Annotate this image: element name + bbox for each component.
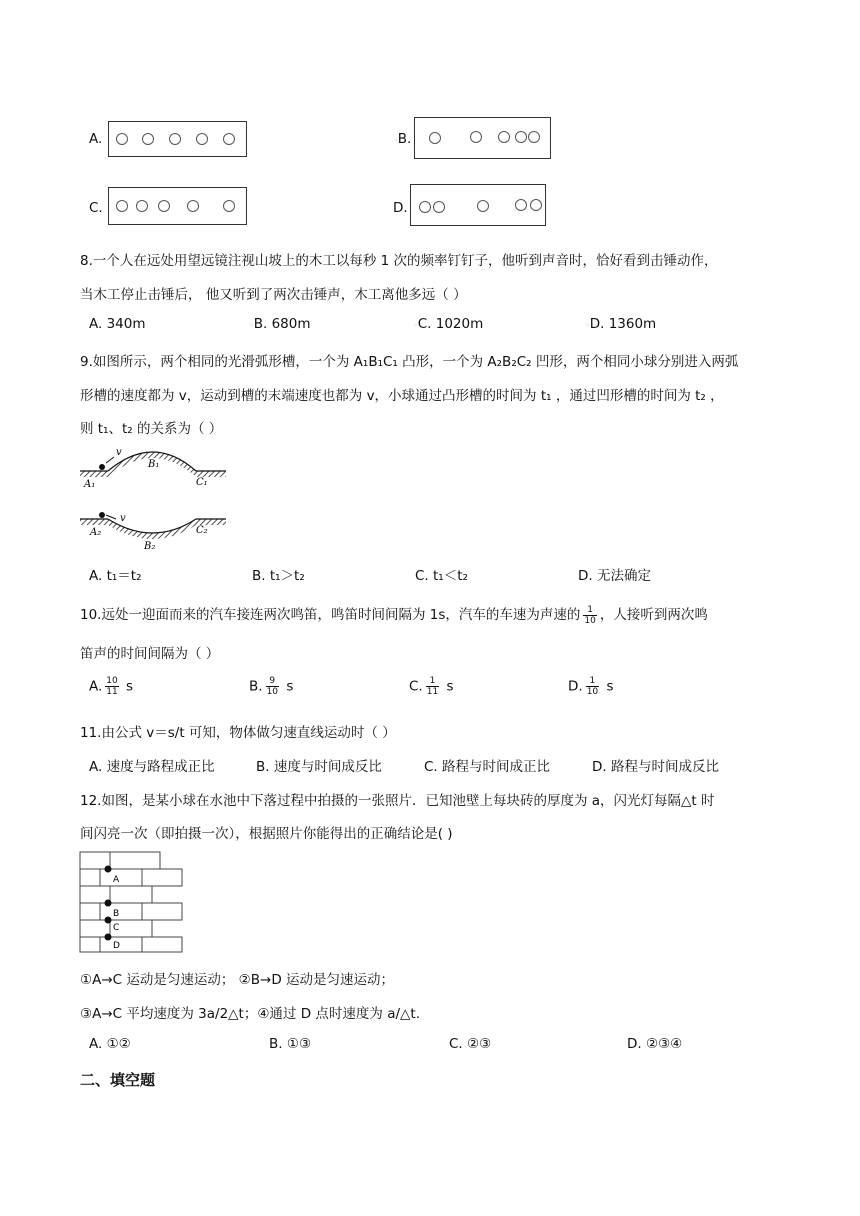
q7-option-d-label: D. xyxy=(393,200,408,216)
q9-option-d: D. 无法确定 xyxy=(578,568,651,584)
ball-icon xyxy=(99,464,105,470)
q10-option-b: B. $\frac{9}{10}$ s xyxy=(249,676,294,697)
ball xyxy=(470,131,482,143)
q7-option-b-label: ◦B. xyxy=(393,131,412,147)
ball xyxy=(223,133,235,145)
q11-text-line1: 11.由公式 v＝s/t 可知，物体做匀速直线运动时（ ） xyxy=(80,725,396,741)
q7-option-a-diagram xyxy=(108,121,247,157)
q7-option-c-diagram xyxy=(108,187,247,225)
q9-option-a: A. t₁＝t₂ xyxy=(89,568,142,584)
section-heading-fill-blank: 二、填空题 xyxy=(80,1071,156,1089)
ball-icon xyxy=(99,512,105,518)
q7-option-d-diagram xyxy=(410,184,546,226)
q7-option-a-label: A. xyxy=(89,131,103,147)
q11-option-c: C. 路程与时间成正比 xyxy=(424,759,551,775)
q12-option-d: D. ②③④ xyxy=(627,1036,683,1052)
q10-option-c: C. $\frac{1}{11}$ s xyxy=(409,676,454,697)
q11-option-a: A. 速度与路程成正比 xyxy=(89,759,215,775)
q9-arc-figure xyxy=(78,443,228,553)
ball xyxy=(116,133,128,145)
fig-label-c1: C₁ xyxy=(196,477,208,488)
fig-label-a1: A₁ xyxy=(84,479,96,490)
ball xyxy=(498,131,510,143)
fig-label-d: D xyxy=(113,941,120,951)
q8-option-d: ◦D. 1360m xyxy=(585,316,657,332)
arc-troughs-svg xyxy=(78,443,228,553)
ball xyxy=(429,132,441,144)
fig-label-v1: v xyxy=(116,447,122,458)
ball xyxy=(142,133,154,145)
q12-statement2: ③A→C 平均速度为 3a/2△t；④通过 D 点时速度为 a/△t. xyxy=(80,1006,420,1022)
brick-wall-svg xyxy=(78,850,184,954)
ball xyxy=(158,200,170,212)
ball-a xyxy=(105,866,112,873)
fig-label-b1: B₁ xyxy=(148,459,160,470)
q11-option-b: B. 速度与时间成反比 xyxy=(256,759,382,775)
ball xyxy=(136,200,148,212)
q12-text-line2: 间闪亮一次（即拍摄一次），根据照片你能得出的正确结论是( ) xyxy=(80,826,453,842)
fig-label-c: C xyxy=(113,923,120,933)
q12-option-b: B. ①③ xyxy=(269,1036,312,1052)
q10-option-a: A. $\frac{10}{11}$ s xyxy=(89,676,134,697)
q8-option-a: A. 340m xyxy=(89,316,146,332)
q11-option-d: D. 路程与时间成反比 xyxy=(592,759,719,775)
ball xyxy=(169,133,181,145)
q8-text-line1: 8.一个人在远处用望远镜注视山坡上的木工以每秒 1 次的频率钉钉子，他听到声音时，恰好看到击锤动作， xyxy=(80,253,718,269)
ball xyxy=(433,201,445,213)
q10-text-line1 xyxy=(80,603,708,626)
q9-text-line3: 则 t₁、t₂ 的关系为（ ） xyxy=(80,421,223,437)
q9-text-line1: 9.如图所示，两个相同的光滑弧形槽，一个为 A₁B₁C₁ 凸形，一个为 A₂B₂C₂ 凹形，两个相同小球分别进入两弧 xyxy=(80,354,739,370)
ball xyxy=(419,201,431,213)
q10-fraction: $\frac{1}{10}$ xyxy=(584,604,596,626)
ball xyxy=(187,200,199,212)
fig-label-a2: A₂ xyxy=(90,527,102,538)
q10-option-d: D. $\frac{1}{10}$ s xyxy=(568,676,614,697)
fig-label-c2: C₂ xyxy=(196,525,208,536)
q12-option-c: C. ②③ xyxy=(449,1036,492,1052)
ball-b xyxy=(105,900,112,907)
q12-option-a: A. ①② xyxy=(89,1036,131,1052)
q12-brick-figure xyxy=(78,850,184,954)
ball xyxy=(530,199,542,211)
q9-text-line2: 形槽的速度都为 v，运动到槽的末端速度也都为 v，小球通过凸形槽的时间为 t₁ ，通过凹形槽的时间为 t₂ ， xyxy=(80,388,724,404)
fig-label-b2: B₂ xyxy=(144,541,156,552)
q8-text-line2: 当木工停止击锤后， 他又听到了两次击锤声，木工离他多远（ ） xyxy=(80,287,467,303)
q10-text-pre: 10.远处一迎面而来的汽车接连两次鸣笛，鸣笛时间间隔为 1s，汽车的车速为声速的 xyxy=(80,607,581,623)
q7-option-b-diagram xyxy=(414,117,551,159)
fig-label-v2: v xyxy=(120,513,126,524)
fig-label-a: A xyxy=(113,875,120,885)
fig-label-b: B xyxy=(113,909,120,919)
ball-c xyxy=(105,917,112,924)
q12-statement1: ①A→C 运动是匀速运动； ②B→D 运动是匀速运动； xyxy=(80,972,395,988)
ball-d xyxy=(105,934,112,941)
ball xyxy=(477,200,489,212)
ball xyxy=(528,131,540,143)
q8-option-b: ◦B. 680m xyxy=(249,316,311,332)
q10-text-post: ，人接听到两次鸣 xyxy=(599,607,708,623)
ball xyxy=(515,131,527,143)
ball xyxy=(116,200,128,212)
ball xyxy=(196,133,208,145)
q12-text-line1: 12.如图，是某小球在水池中下落过程中拍摄的一张照片．已知池壁上每块砖的厚度为 a，闪光灯每隔△t 时 xyxy=(80,793,715,809)
q9-option-b: B. t₁＞t₂ xyxy=(252,568,305,584)
q10-text-line2: 笛声的时间间隔为（ ） xyxy=(80,646,220,662)
ball xyxy=(515,199,527,211)
q8-option-c: ◦C. 1020m xyxy=(413,316,484,332)
q7-option-c-label: C. xyxy=(89,200,103,216)
q9-option-c: C. t₁＜t₂ xyxy=(415,568,468,584)
ball xyxy=(223,200,235,212)
